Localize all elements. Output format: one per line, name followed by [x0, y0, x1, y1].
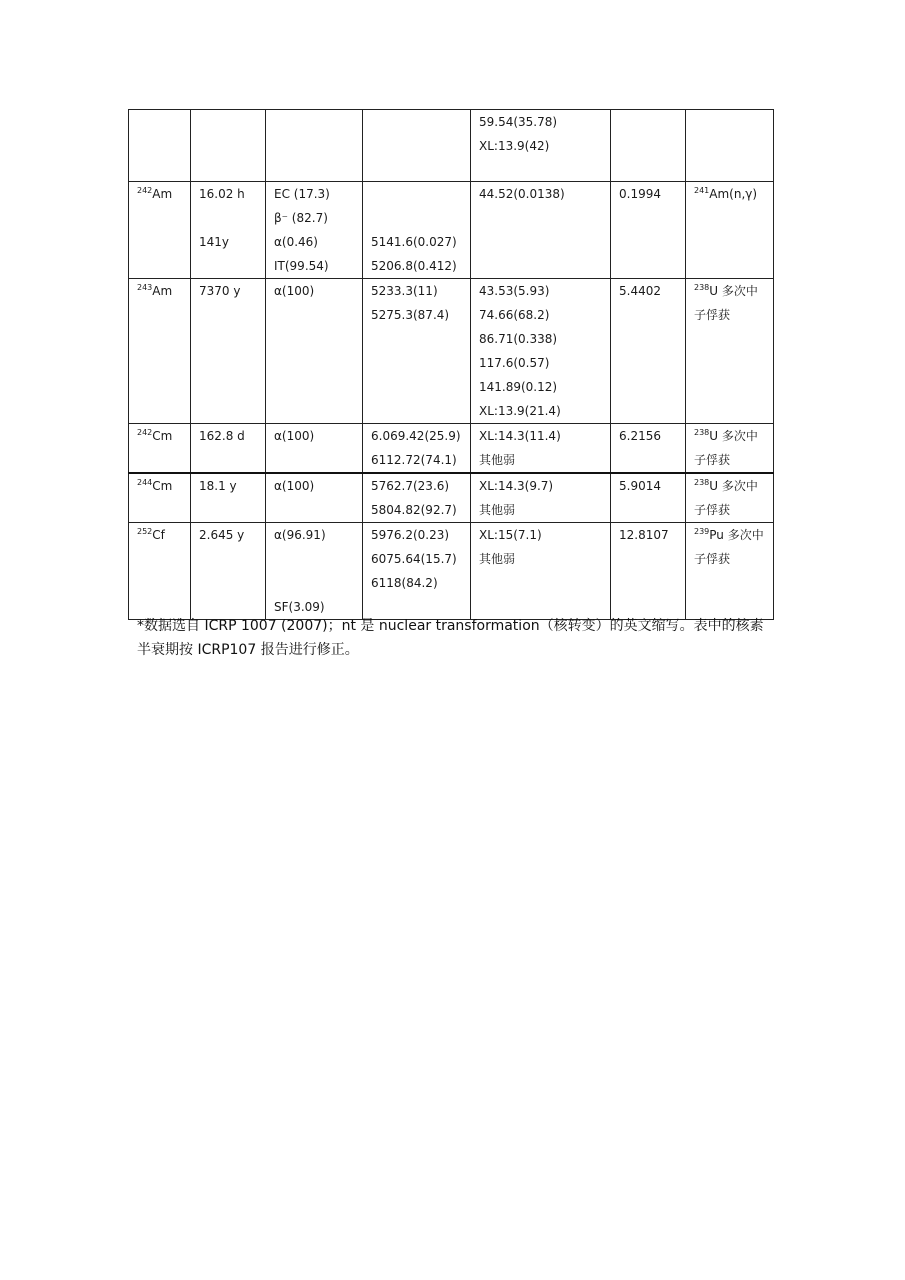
half-life-cell [191, 473, 266, 523]
nuclide-data-table [128, 109, 774, 620]
half-life-value: 141y [199, 235, 230, 249]
gamma-energy-value: 74.66(68.2) [479, 308, 550, 322]
gamma-energy-value: 其他弱 [479, 503, 516, 517]
half-life-cell [191, 523, 266, 620]
decay-mode-value: β⁻ (82.7) [274, 211, 328, 225]
decay-mode-value [274, 571, 362, 595]
coefficient-cell [611, 523, 686, 620]
decay-mode-value [274, 547, 362, 571]
decay-mode-value: SF(3.09) [274, 600, 325, 614]
decay-mode-cell [266, 110, 363, 182]
element-symbol: Am [152, 284, 173, 298]
gamma-energy-cell [471, 279, 611, 424]
alpha-energy-value: 6118(84.2) [371, 576, 438, 590]
element-symbol: Am [152, 187, 173, 201]
gamma-energy-value: XL:14.3(11.4) [479, 429, 561, 443]
coefficient-value: 6.2156 [619, 429, 661, 443]
coefficient-cell [611, 182, 686, 279]
production-cell [686, 182, 774, 279]
production-mass-number: 241 [694, 186, 710, 195]
half-life-value: 162.8 d [199, 429, 245, 443]
table-body [129, 110, 774, 620]
alpha-energy-value: 6112.72(74.1) [371, 453, 457, 467]
production-mass-number: 239 [694, 527, 710, 536]
gamma-energy-cell [471, 182, 611, 279]
nuclide-cell [129, 110, 191, 182]
alpha-energy-value: 5275.3(87.4) [371, 308, 450, 322]
nuclide-label [137, 424, 190, 448]
element-symbol: Cm [152, 479, 173, 493]
production-method [694, 474, 773, 522]
decay-mode-value [274, 110, 362, 134]
decay-mode-value: α(100) [274, 479, 315, 493]
alpha-energy-value: 5762.7(23.6) [371, 479, 450, 493]
nuclide-label [137, 523, 190, 547]
decay-mode-cell [266, 424, 363, 474]
mass-number: 242 [137, 428, 153, 437]
production-mass-number: 238 [694, 283, 710, 292]
gamma-energy-value: XL:15(7.1) [479, 528, 542, 542]
gamma-energy-cell [471, 473, 611, 523]
table-row [129, 424, 774, 474]
production-cell [686, 523, 774, 620]
alpha-energy-cell [363, 110, 471, 182]
gamma-energy-value: 117.6(0.57) [479, 356, 550, 370]
alpha-energy-cell [363, 424, 471, 474]
production-method [694, 523, 773, 571]
alpha-energy-value: 5976.2(0.23) [371, 528, 450, 542]
nuclide-cell [129, 279, 191, 424]
half-life-value: 18.1 y [199, 479, 237, 493]
coefficient-cell [611, 279, 686, 424]
decay-mode-value: EC (17.3) [274, 187, 330, 201]
table-row [129, 473, 774, 523]
gamma-energy-cell [471, 424, 611, 474]
alpha-energy-cell [363, 523, 471, 620]
alpha-energy-value: 5206.8(0.412) [371, 259, 457, 273]
nuclide-cell [129, 473, 191, 523]
production-method [694, 182, 773, 206]
nuclide-cell [129, 182, 191, 279]
production-text: Pu 多次中子俘获 [694, 528, 764, 566]
gamma-energy-value: 43.53(5.93) [479, 284, 550, 298]
gamma-energy-value: XL:13.9(21.4) [479, 404, 561, 418]
production-cell [686, 424, 774, 474]
production-text: Am(n,γ) [709, 187, 758, 201]
nuclide-cell [129, 424, 191, 474]
coefficient-value: 12.8107 [619, 528, 669, 542]
gamma-energy-value: XL:14.3(9.7) [479, 479, 554, 493]
coefficient-value: 5.9014 [619, 479, 661, 493]
coefficient-cell [611, 473, 686, 523]
production-cell [686, 279, 774, 424]
decay-mode-cell [266, 473, 363, 523]
mass-number: 242 [137, 186, 153, 195]
decay-mode-value: α(100) [274, 284, 315, 298]
gamma-energy-value: 其他弱 [479, 552, 516, 566]
table-row [129, 523, 774, 620]
alpha-energy-value [371, 182, 470, 206]
half-life-value: 2.645 y [199, 528, 245, 542]
element-symbol: Cf [152, 528, 165, 542]
table-footnote: *数据选自 ICRP 1007 (2007)；nt 是 nuclear transformation（核转变）的英文缩写。表中的核素半衰期按 ICRP107 报告进行修正。 [137, 618, 764, 658]
production-text: U 多次中子俘获 [694, 429, 758, 467]
table-row [129, 110, 774, 182]
element-symbol: Cm [152, 429, 173, 443]
production-mass-number: 238 [694, 478, 710, 487]
alpha-energy-cell [363, 279, 471, 424]
table-row [129, 182, 774, 279]
gamma-energy-value: 141.89(0.12) [479, 380, 558, 394]
mass-number: 244 [137, 478, 153, 487]
coefficient-value [619, 110, 685, 134]
gamma-energy-value: XL:13.9(42) [479, 139, 550, 153]
nuclide-label [137, 279, 190, 303]
coefficient-value: 0.1994 [619, 187, 661, 201]
half-life-cell [191, 110, 266, 182]
gamma-energy-value: 59.54(35.78) [479, 115, 558, 129]
gamma-energy-value: 86.71(0.338) [479, 332, 558, 346]
half-life-value: 16.02 h [199, 187, 245, 201]
gamma-energy-value: 其他弱 [479, 453, 516, 467]
half-life-value [199, 110, 265, 134]
table-row [129, 279, 774, 424]
alpha-energy-value: 5141.6(0.027) [371, 235, 457, 249]
half-life-cell [191, 279, 266, 424]
production-mass-number: 238 [694, 428, 710, 437]
nuclide-label [137, 182, 190, 206]
production-cell [686, 110, 774, 182]
decay-mode-cell [266, 182, 363, 279]
production-text: U 多次中子俘获 [694, 284, 758, 322]
half-life-value [199, 206, 265, 230]
gamma-energy-cell [471, 523, 611, 620]
half-life-cell [191, 424, 266, 474]
production-text: U 多次中子俘获 [694, 479, 758, 517]
decay-mode-value: IT(99.54) [274, 259, 329, 273]
alpha-energy-cell [363, 473, 471, 523]
decay-mode-value: α(0.46) [274, 235, 318, 249]
gamma-energy-value: 44.52(0.0138) [479, 187, 565, 201]
alpha-energy-value: 5233.3(11) [371, 284, 438, 298]
half-life-cell [191, 182, 266, 279]
coefficient-value: 5.4402 [619, 284, 661, 298]
nuclide-label [137, 474, 190, 498]
alpha-energy-cell [363, 182, 471, 279]
coefficient-cell [611, 424, 686, 474]
decay-mode-cell [266, 279, 363, 424]
decay-mode-cell [266, 523, 363, 620]
alpha-energy-value: 6075.64(15.7) [371, 552, 457, 566]
nuclide-label [137, 110, 190, 134]
decay-mode-value: α(100) [274, 429, 315, 443]
gamma-energy-cell [471, 110, 611, 182]
decay-mode-value: α(96.91) [274, 528, 326, 542]
coefficient-cell [611, 110, 686, 182]
alpha-energy-value [371, 206, 470, 230]
production-cell [686, 473, 774, 523]
mass-number: 243 [137, 283, 153, 292]
mass-number: 252 [137, 527, 153, 536]
nuclide-cell [129, 523, 191, 620]
alpha-energy-value: 5804.82(92.7) [371, 503, 457, 517]
production-method [694, 424, 773, 472]
alpha-energy-value: 6.069.42(25.9) [371, 429, 461, 443]
production-method [694, 279, 773, 327]
half-life-value: 7370 y [199, 284, 241, 298]
alpha-energy-value [371, 110, 470, 134]
